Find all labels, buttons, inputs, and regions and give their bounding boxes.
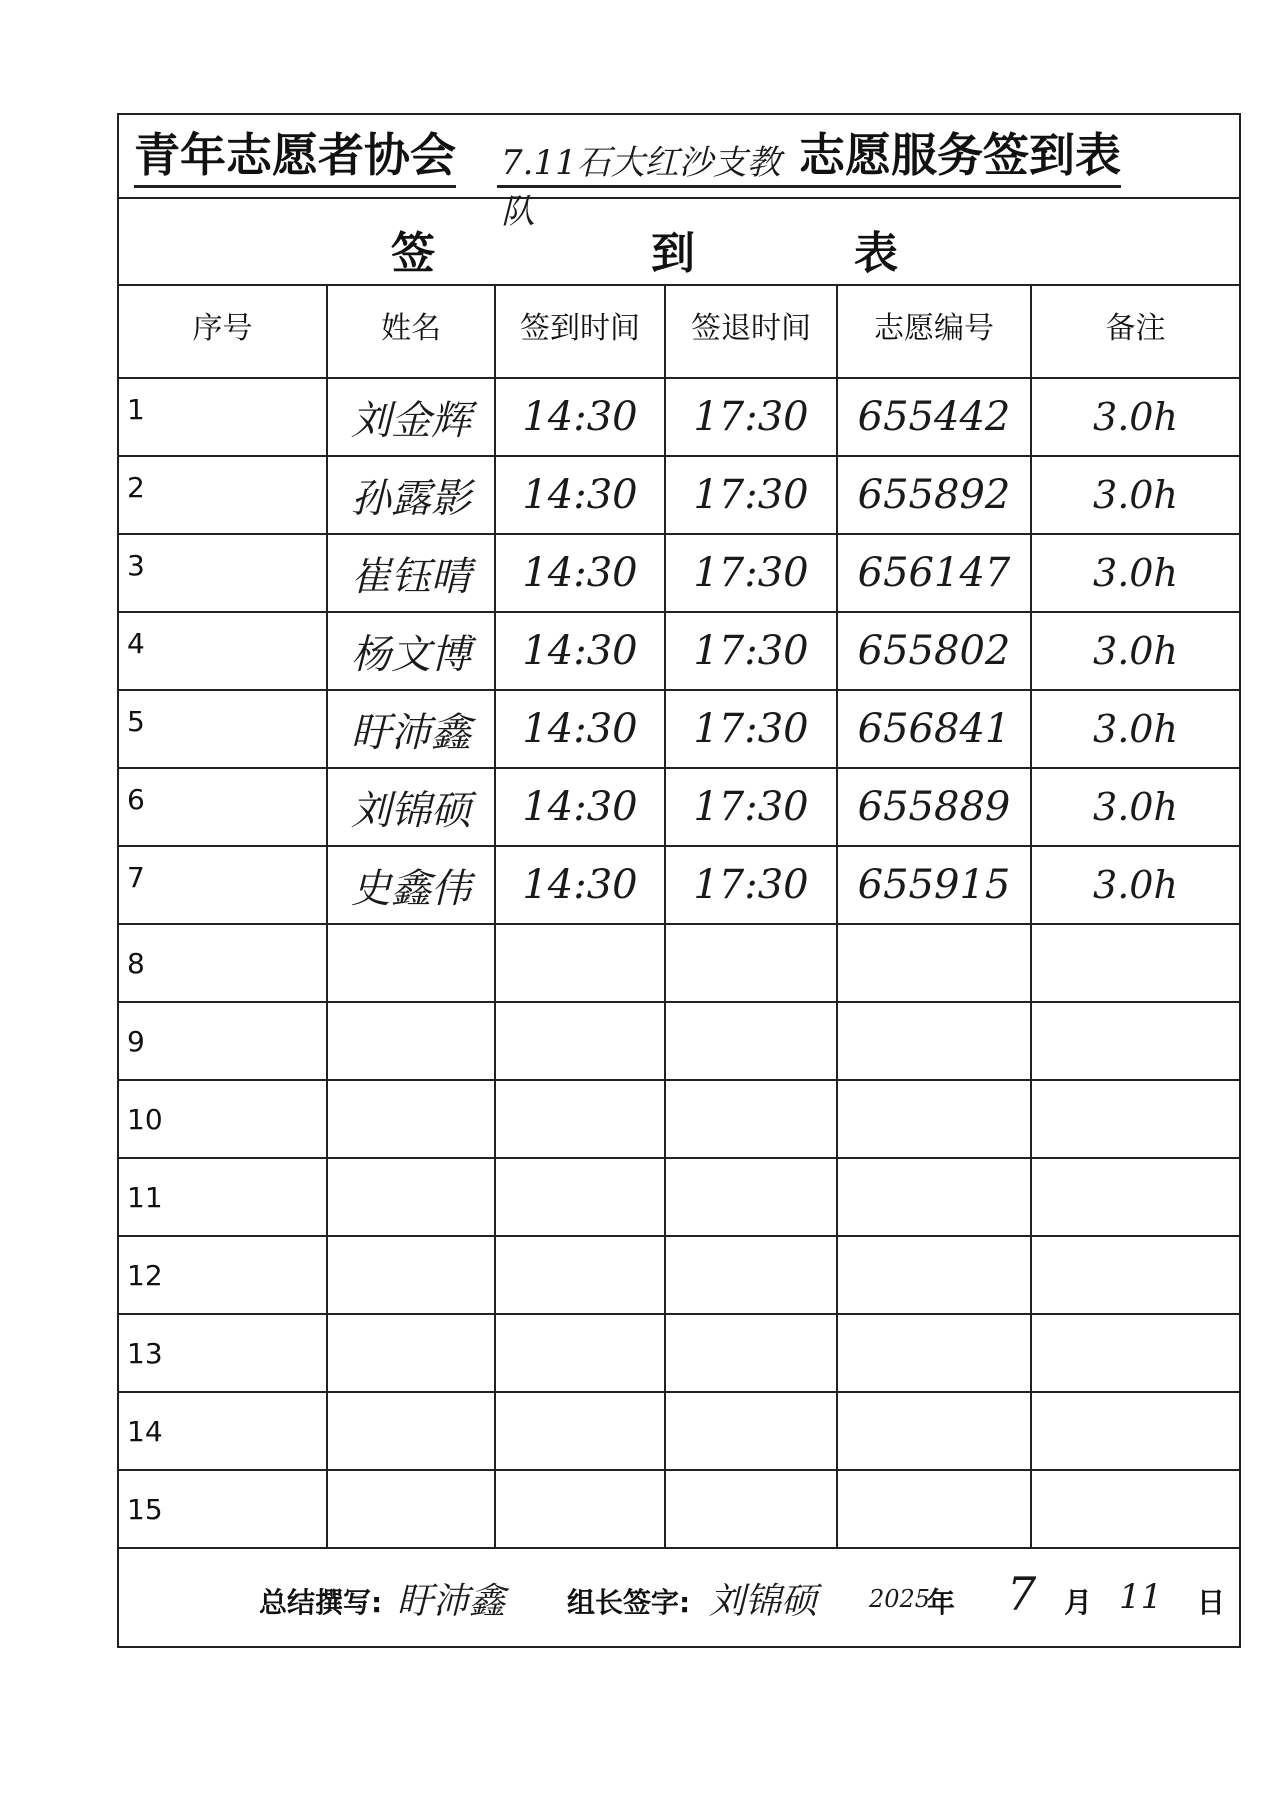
row-sign-out-time <box>665 1470 837 1548</box>
row-name <box>327 1002 495 1080</box>
row-number: 6 <box>119 768 327 846</box>
row-number: 10 <box>119 1080 327 1158</box>
row-sign-in-time: 14:30 <box>495 768 665 846</box>
row-name: 刘锦硕 <box>327 768 495 846</box>
row-name: 杨文博 <box>327 612 495 690</box>
row-volunteer-id <box>837 1470 1031 1548</box>
row-name: 史鑫伟 <box>327 846 495 924</box>
row-name: 崔钰晴 <box>327 534 495 612</box>
row-sign-in-time <box>495 1314 665 1392</box>
leader-signature: 刘锦硕 <box>709 1581 818 1622</box>
attendance-table <box>119 286 1239 1549</box>
date-day-unit: 日 <box>1197 1586 1226 1619</box>
row-remark: 3.0h <box>1031 534 1239 612</box>
summary-writer-label: 总结撰写: <box>259 1586 383 1619</box>
row-sign-in-time <box>495 1158 665 1236</box>
row-remark: 3.0h <box>1031 456 1239 534</box>
table-row <box>119 534 1239 612</box>
row-sign-out-time <box>665 924 837 1002</box>
row-volunteer-id <box>837 1392 1031 1470</box>
row-sign-in-time <box>495 1002 665 1080</box>
row-remark: 3.0h <box>1031 846 1239 924</box>
row-name <box>327 1080 495 1158</box>
row-remark <box>1031 1314 1239 1392</box>
row-remark <box>1031 1236 1239 1314</box>
column-header-sign-out-time: 签退时间 <box>665 286 837 378</box>
row-sign-in-time: 14:30 <box>495 690 665 768</box>
row-volunteer-id <box>837 924 1031 1002</box>
row-volunteer-id: 656841 <box>837 690 1031 768</box>
table-row <box>119 1314 1239 1392</box>
row-sign-in-time: 14:30 <box>495 534 665 612</box>
table-row <box>119 1158 1239 1236</box>
title-row <box>119 115 1239 232</box>
row-number: 9 <box>119 1002 327 1080</box>
row-sign-out-time: 17:30 <box>665 378 837 456</box>
row-number: 15 <box>119 1470 327 1548</box>
row-remark <box>1031 1470 1239 1548</box>
subtitle-row <box>119 199 1239 286</box>
row-name <box>327 1314 495 1392</box>
row-name <box>327 1392 495 1470</box>
summary-writer-signature: 盱沛鑫 <box>397 1581 506 1622</box>
table-row <box>119 1392 1239 1470</box>
title-handwritten-team: 7.11石大红沙支教队 <box>501 143 781 232</box>
row-number: 1 <box>119 378 327 456</box>
subtitle-char-1: 签 <box>391 228 435 279</box>
column-header-sign-in-time: 签到时间 <box>495 286 665 378</box>
column-header-no: 序号 <box>119 286 327 378</box>
row-remark: 3.0h <box>1031 690 1239 768</box>
row-sign-in-time: 14:30 <box>495 378 665 456</box>
row-number: 14 <box>119 1392 327 1470</box>
row-name <box>327 1236 495 1314</box>
row-sign-in-time: 14:30 <box>495 456 665 534</box>
row-volunteer-id <box>837 1002 1031 1080</box>
row-sign-out-time: 17:30 <box>665 612 837 690</box>
table-row <box>119 1470 1239 1548</box>
row-remark <box>1031 1158 1239 1236</box>
row-sign-in-time: 14:30 <box>495 612 665 690</box>
sign-in-sheet <box>117 113 1241 1648</box>
row-sign-in-time: 14:30 <box>495 846 665 924</box>
row-remark <box>1031 1002 1239 1080</box>
row-sign-out-time <box>665 1080 837 1158</box>
row-sign-out-time: 17:30 <box>665 846 837 924</box>
row-sign-out-time: 17:30 <box>665 768 837 846</box>
row-volunteer-id <box>837 1158 1031 1236</box>
row-volunteer-id: 655442 <box>837 378 1031 456</box>
row-number: 5 <box>119 690 327 768</box>
row-sign-in-time <box>495 1392 665 1470</box>
row-number: 3 <box>119 534 327 612</box>
row-sign-out-time: 17:30 <box>665 534 837 612</box>
row-volunteer-id: 655892 <box>837 456 1031 534</box>
row-number: 8 <box>119 924 327 1002</box>
table-row <box>119 846 1239 924</box>
row-number: 7 <box>119 846 327 924</box>
title-fill-line <box>497 125 805 232</box>
title-left: 青年志愿者协会 <box>134 125 456 188</box>
row-remark <box>1031 924 1239 1002</box>
row-sign-out-time: 17:30 <box>665 690 837 768</box>
row-sign-out-time <box>665 1314 837 1392</box>
row-volunteer-id <box>837 1236 1031 1314</box>
row-volunteer-id: 655915 <box>837 846 1031 924</box>
row-remark: 3.0h <box>1031 612 1239 690</box>
footer-row <box>119 1557 1239 1646</box>
table-row <box>119 768 1239 846</box>
row-remark: 3.0h <box>1031 768 1239 846</box>
row-number: 13 <box>119 1314 327 1392</box>
row-name <box>327 924 495 1002</box>
row-sign-in-time <box>495 1470 665 1548</box>
leader-signature-label: 组长签字: <box>567 1586 691 1619</box>
row-sign-in-time <box>495 924 665 1002</box>
row-sign-in-time <box>495 1236 665 1314</box>
table-row <box>119 924 1239 1002</box>
subtitle-char-2: 到 <box>651 228 695 279</box>
row-name: 刘金辉 <box>327 378 495 456</box>
row-sign-out-time <box>665 1236 837 1314</box>
row-number: 4 <box>119 612 327 690</box>
date-month-unit: 月 <box>1064 1586 1093 1619</box>
row-sign-out-time: 17:30 <box>665 456 837 534</box>
row-sign-out-time <box>665 1392 837 1470</box>
row-number: 2 <box>119 456 327 534</box>
subtitle-char-3: 表 <box>854 228 898 279</box>
row-sign-in-time <box>495 1080 665 1158</box>
row-remark <box>1031 1392 1239 1470</box>
row-volunteer-id <box>837 1080 1031 1158</box>
date-month: 7 <box>1007 1567 1037 1621</box>
row-name <box>327 1470 495 1548</box>
row-volunteer-id: 655889 <box>837 768 1031 846</box>
table-row <box>119 456 1239 534</box>
row-remark: 3.0h <box>1031 378 1239 456</box>
row-volunteer-id: 656147 <box>837 534 1031 612</box>
date-day: 11 <box>1119 1577 1163 1617</box>
title-right: 志愿服务签到表 <box>799 125 1121 188</box>
row-sign-out-time <box>665 1158 837 1236</box>
column-header-remark: 备注 <box>1031 286 1239 378</box>
column-header-volunteer-id: 志愿编号 <box>837 286 1031 378</box>
row-volunteer-id: 655802 <box>837 612 1031 690</box>
table-row <box>119 1080 1239 1158</box>
row-volunteer-id <box>837 1314 1031 1392</box>
table-row <box>119 1002 1239 1080</box>
date-year-unit: 年 <box>927 1586 956 1619</box>
row-sign-out-time <box>665 1002 837 1080</box>
row-remark <box>1031 1080 1239 1158</box>
table-row <box>119 612 1239 690</box>
table-row <box>119 1236 1239 1314</box>
date-year: 2025 <box>869 1585 931 1613</box>
table-row <box>119 690 1239 768</box>
row-number: 11 <box>119 1158 327 1236</box>
row-name: 孙露影 <box>327 456 495 534</box>
row-number: 12 <box>119 1236 327 1314</box>
column-header-name: 姓名 <box>327 286 495 378</box>
row-name <box>327 1158 495 1236</box>
table-row <box>119 378 1239 456</box>
row-name: 盱沛鑫 <box>327 690 495 768</box>
table-header-row <box>119 286 1239 378</box>
